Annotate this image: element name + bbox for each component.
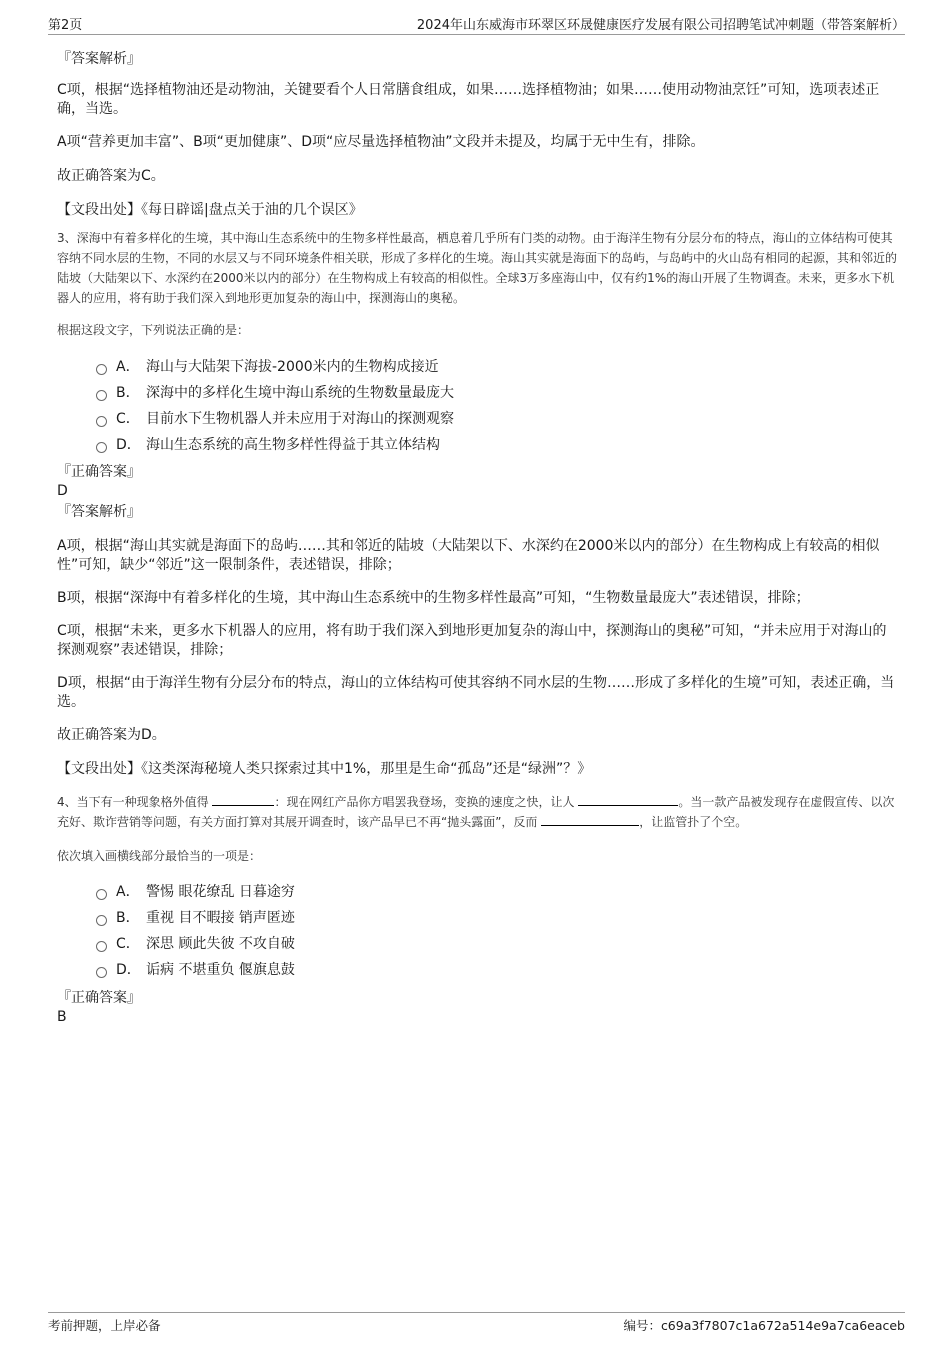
fill-blank	[578, 794, 678, 806]
correct-answer-statement: 故正确答案为C。	[57, 168, 165, 184]
option-key: C．	[116, 411, 140, 427]
option-text: 海山与大陆架下海拔-2000米内的生物构成接近	[146, 359, 439, 375]
correct-answer-statement: 故正确答案为D。	[57, 727, 166, 743]
analysis-paragraph: D项，根据“由于海洋生物有分层分布的特点，海山的立体结构可使其容纳不同水层的生物……形成了多样化的生境”可知，表述正确，当选。	[57, 675, 895, 710]
passage-segment: 。当一款产品被发现存在虚假宣传、以次充好、欺诈营销等问题，有关方面打算对其展开调查时，该产品早已不再“抛头露面”，反而	[57, 795, 895, 829]
option-key: D．	[116, 962, 141, 978]
question-prompt: 依次填入画横线部分最恰当的一项是：	[57, 849, 262, 863]
option-key: A．	[116, 884, 140, 900]
radio-icon[interactable]	[96, 967, 107, 978]
option-a[interactable]	[96, 882, 295, 902]
option-text: 深海中的多样化生境中海山系统的生物数量最庞大	[146, 385, 454, 401]
radio-icon[interactable]	[96, 442, 107, 453]
question-passage	[57, 792, 900, 832]
passage-segment: ：现在网红产品你方唱罢我登场，变换的速度之快，让人	[274, 795, 575, 809]
option-text: 海山生态系统的高生物多样性得益于其立体结构	[146, 437, 440, 453]
radio-icon[interactable]	[96, 416, 107, 427]
fill-blank	[541, 814, 639, 826]
document-title: 2024年山东威海市环翠区环晟健康医疗发展有限公司招聘笔试冲刺题（带答案解析）	[416, 18, 905, 33]
page-number: 第2页	[48, 18, 83, 33]
radio-icon[interactable]	[96, 390, 107, 401]
radio-icon[interactable]	[96, 915, 107, 926]
passage-segment: ，让监管扑了个空。	[639, 815, 748, 829]
page-header	[48, 14, 905, 35]
option-b[interactable]	[96, 908, 295, 928]
analysis-paragraph: C项，根据“选择植物油还是动物油，关键要看个人日常膳食组成，如果……选择植物油；如果……使用动物油烹饪”可知，选项表述正确，当选。	[57, 82, 880, 117]
option-key: A．	[116, 359, 140, 375]
option-d[interactable]	[96, 960, 295, 980]
radio-icon[interactable]	[96, 941, 107, 952]
analysis-paragraph: C项，根据“未来，更多水下机器人的应用，将有助于我们深入到地形更加复杂的海山中，探测海山的奥秘”可知，“并未应用于对海山的探测观察”表述错误，排除；	[57, 623, 887, 658]
option-c[interactable]	[96, 934, 295, 954]
answer-label: 『正确答案』	[57, 464, 141, 480]
fill-blank	[212, 794, 274, 806]
question-passage: 3、深海中有着多样化的生境，其中海山生态系统中的生物多样性最高，栖息着几乎所有门类的动物。由于海洋生物有分层分布的特点，海山的立体结构可使其容纳不同水层的生物，不同的水层又与不同环境条件相关联，形成了多样化的生境。海山其实就是海面下的岛屿，与岛屿中的火山岛有相同的起源，其和邻近的陆坡（大陆架以下、水深约在2000米以内的部分）在生物构成上有较高的相似性。全球3万多座海山中，仅有约1%的海山开展了生物调查。未来，更多水下机器人的应用，将有助于我们深入到地形更加复杂的海山中，探测海山的奥秘。	[57, 231, 898, 305]
option-key: B．	[116, 910, 140, 926]
analysis-label: 『答案解析』	[57, 51, 141, 67]
option-c[interactable]	[96, 409, 454, 429]
radio-icon[interactable]	[96, 889, 107, 900]
page-footer	[48, 1312, 905, 1334]
answer-label: 『正确答案』	[57, 990, 141, 1006]
option-text: 目前水下生物机器人并未应用于对海山的探测观察	[146, 411, 454, 427]
question-prompt: 根据这段文字，下列说法正确的是：	[57, 323, 250, 337]
option-key: D．	[116, 437, 141, 453]
option-text: 重视 目不暇接 销声匿迹	[146, 910, 295, 926]
option-text: 深思 顾此失彼 不攻自破	[146, 936, 295, 952]
option-text: 警惕 眼花缭乱 日暮途穷	[146, 884, 295, 900]
option-b[interactable]	[96, 383, 454, 403]
source-citation: 【文段出处】《这类深海秘境人类只探索过其中1%，那里是生命“孤岛”还是“绿洲”？》	[57, 761, 592, 777]
analysis-paragraph: B项，根据“深海中有着多样化的生境，其中海山生态系统中的生物多样性最高”可知，“生物数量最庞大”表述错误，排除；	[57, 590, 810, 606]
answer-value: B	[57, 1009, 67, 1025]
footer-slogan: 考前押题，上岸必备	[48, 1318, 161, 1333]
analysis-label: 『答案解析』	[57, 504, 141, 520]
radio-icon[interactable]	[96, 364, 107, 375]
source-citation: 【文段出处】《每日辟谣|盘点关于油的几个误区》	[57, 202, 363, 218]
option-key: B．	[116, 385, 140, 401]
analysis-paragraph: A项“营养更加丰富”、B项“更加健康”、D项“应尽量选择植物油”文段并未提及，均属于无中生有，排除。	[57, 134, 705, 150]
analysis-paragraph: A项，根据“海山其实就是海面下的岛屿……其和邻近的陆坡（大陆架以下、水深约在2000米以内的部分）在生物构成上有较高的相似性”可知，缺少“邻近”这一限制条件，表述错误，排除；	[57, 538, 880, 573]
answer-value: D	[57, 483, 68, 499]
option-d[interactable]	[96, 435, 440, 455]
document-id: 编号：c69a3f7807c1a672a514e9a7ca6eaceb	[623, 1318, 905, 1333]
option-a[interactable]	[96, 357, 439, 377]
passage-segment: 4、当下有一种现象格外值得	[57, 795, 209, 809]
option-text: 诟病 不堪重负 偃旗息鼓	[146, 962, 295, 978]
option-key: C．	[116, 936, 140, 952]
